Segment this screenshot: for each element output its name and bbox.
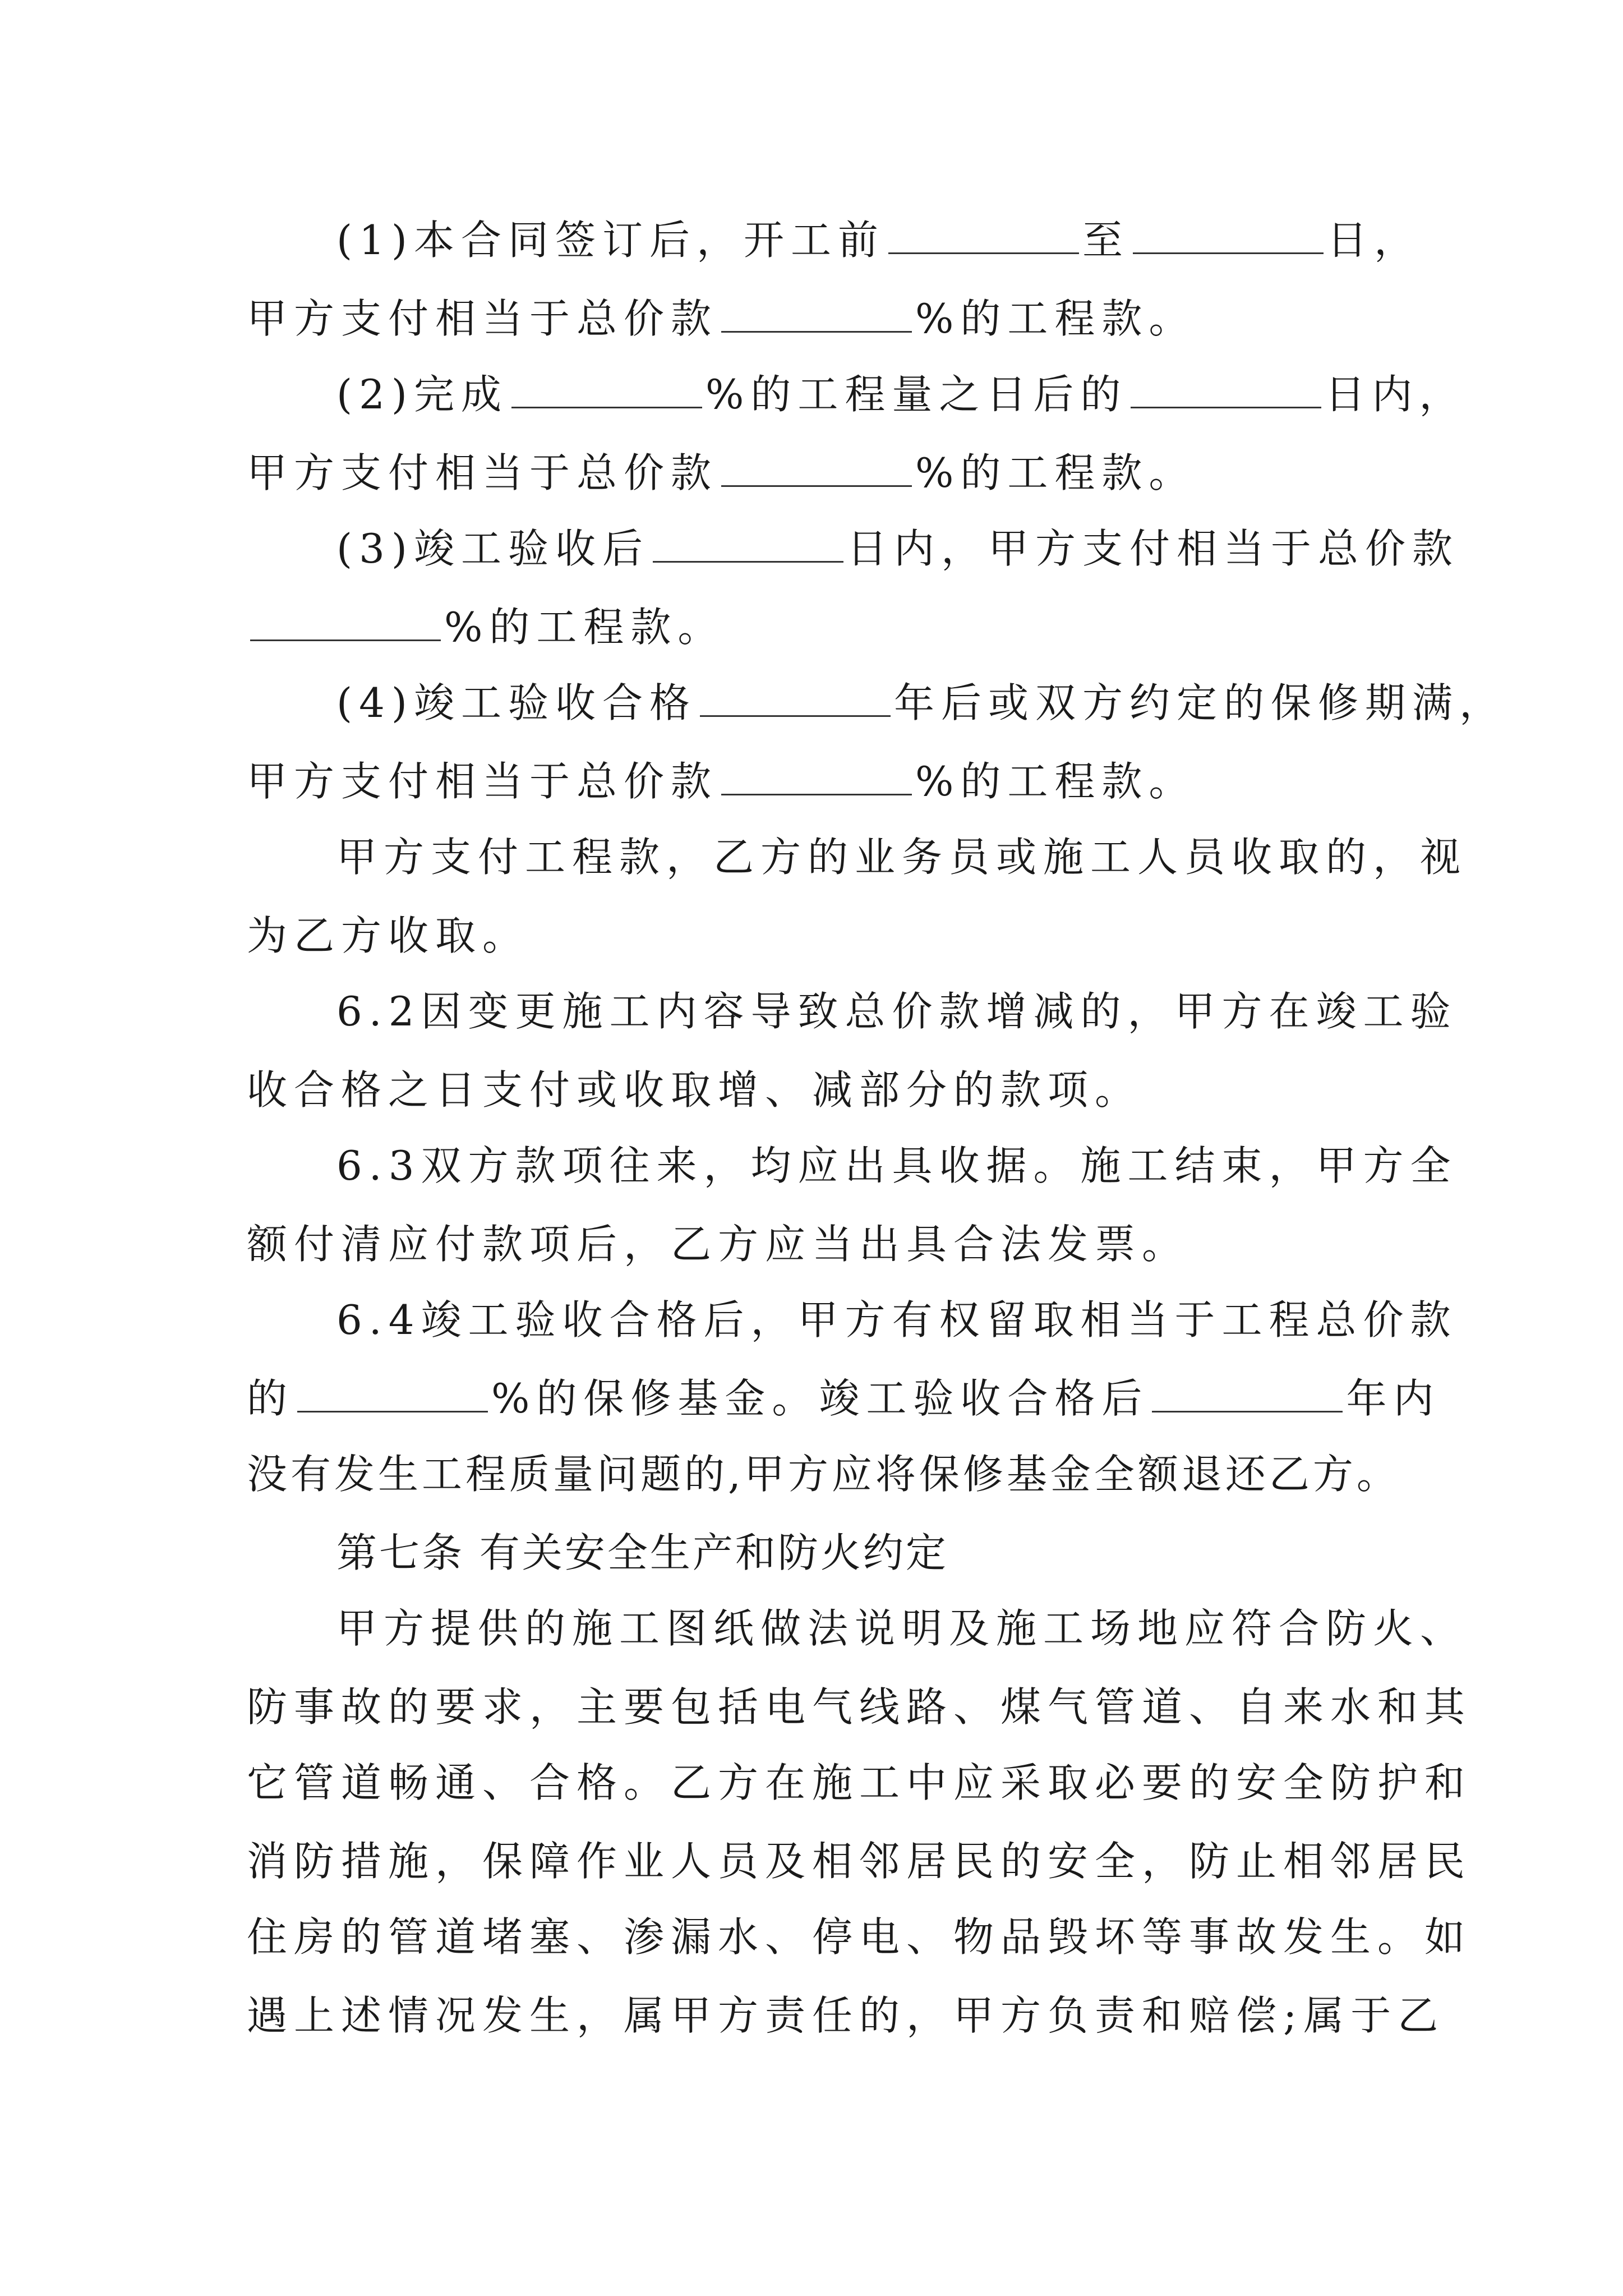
text-segment: 没有发生工程质量问题的,甲方应将保修基金全额退还乙方。 bbox=[247, 1451, 1400, 1498]
text-segment: %的工程款。 bbox=[915, 295, 1196, 342]
text-segment: 额付清应付款项后，乙方应当出具合法发票。 bbox=[247, 1221, 1189, 1268]
text-segment: %的保修基金。竣工验收合格后 bbox=[491, 1375, 1149, 1422]
fill-in-blank[interactable] bbox=[721, 452, 912, 487]
fill-in-blank[interactable] bbox=[1131, 373, 1321, 408]
fill-in-blank[interactable] bbox=[700, 682, 891, 717]
text-segment: 的 bbox=[247, 1375, 294, 1422]
fill-in-blank[interactable] bbox=[1152, 1377, 1343, 1412]
text-segment: %的工程款。 bbox=[915, 449, 1196, 496]
fill-in-blank[interactable] bbox=[250, 606, 441, 641]
text-segment: 至 bbox=[1082, 217, 1130, 264]
paragraph-line bbox=[336, 830, 1486, 884]
text-segment: (4)竣工验收合格 bbox=[336, 679, 697, 726]
paragraph-line bbox=[247, 1680, 1472, 1734]
fill-in-blank[interactable] bbox=[721, 760, 912, 795]
text-segment: 住房的管道堵塞、渗漏水、停电、物品毁坏等事故发生。如 bbox=[247, 1913, 1472, 1961]
fill-in-blank[interactable] bbox=[511, 373, 702, 408]
text-segment: 它管道畅通、合格。乙方在施工中应采取必要的安全防护和 bbox=[247, 1759, 1472, 1806]
paragraph-line bbox=[247, 1447, 1400, 1501]
paragraph-line bbox=[247, 1217, 1396, 1271]
text-segment: 甲方支付相当于总价款 bbox=[247, 295, 718, 342]
paragraph-line bbox=[247, 754, 1396, 808]
text-segment: 第七条 有关安全生产和防火约定 bbox=[336, 1529, 948, 1576]
paragraph-line bbox=[336, 1139, 1486, 1193]
text-segment: 防事故的要求，主要包括电气线路、煤气管道、自来水和其 bbox=[247, 1683, 1472, 1731]
paragraph-line bbox=[247, 1989, 1445, 2042]
text-segment: 日内， bbox=[1325, 371, 1467, 418]
text-segment: 甲方支付相当于总价款 bbox=[247, 449, 718, 496]
text-segment: (3)竣工验收后 bbox=[336, 525, 649, 572]
fill-in-blank[interactable] bbox=[721, 297, 912, 333]
paragraph-line bbox=[247, 1063, 1396, 1117]
section-heading bbox=[336, 1526, 1486, 1580]
text-segment: 年内 bbox=[1346, 1375, 1441, 1422]
paragraph-line bbox=[247, 600, 1396, 654]
paragraph-line bbox=[247, 292, 1396, 346]
paragraph-line bbox=[336, 213, 1486, 267]
text-segment: 遇上述情况发生，属甲方责任的，甲方负责和赔偿;属于乙 bbox=[247, 1992, 1445, 2039]
text-segment: 6.4竣工验收合格后，甲方有权留取相当于工程总价款 bbox=[336, 1296, 1458, 1343]
fill-in-blank[interactable] bbox=[1133, 219, 1324, 254]
paragraph-line bbox=[247, 909, 1396, 963]
text-segment: 年后或双方约定的保修期满， bbox=[894, 679, 1507, 726]
paragraph-line bbox=[336, 676, 1507, 730]
paragraph-line bbox=[336, 1602, 1486, 1655]
fill-in-blank[interactable] bbox=[888, 219, 1079, 254]
text-segment: (2)完成 bbox=[336, 371, 508, 418]
text-segment: (1)本合同签订后，开工前 bbox=[336, 217, 885, 264]
text-segment: 甲方提供的施工图纸做法说明及施工场地应符合防火、 bbox=[336, 1605, 1468, 1652]
paragraph-line bbox=[247, 1372, 1441, 1425]
paragraph-line bbox=[247, 1834, 1472, 1888]
text-segment: %的工程款。 bbox=[444, 604, 725, 651]
text-segment: 收合格之日支付或收取增、减部分的款项。 bbox=[247, 1066, 1142, 1114]
paragraph-line bbox=[247, 1910, 1472, 1964]
paragraph-line bbox=[336, 367, 1486, 421]
text-segment: 消防措施，保障作业人员及相邻居民的安全，防止相邻居民 bbox=[247, 1838, 1472, 1885]
paragraph-line bbox=[336, 984, 1486, 1038]
text-segment: 6.3双方款项往来，均应出具收据。施工结束，甲方全 bbox=[336, 1142, 1458, 1189]
text-segment: 日， bbox=[1327, 217, 1422, 264]
paragraph-line bbox=[336, 1293, 1486, 1347]
text-segment: %的工程量之日后的 bbox=[706, 371, 1128, 418]
text-segment: 甲方支付相当于总价款 bbox=[247, 758, 718, 805]
paragraph-line bbox=[336, 522, 1486, 576]
fill-in-blank[interactable] bbox=[297, 1377, 488, 1412]
text-segment: 日内，甲方支付相当于总价款 bbox=[847, 525, 1460, 572]
text-segment: 甲方支付工程款，乙方的业务员或施工人员收取的，视 bbox=[336, 834, 1468, 881]
paragraph-line bbox=[247, 1756, 1472, 1810]
paragraph-line bbox=[247, 446, 1396, 500]
text-segment: 6.2因变更施工内容导致总价款增减的，甲方在竣工验 bbox=[336, 988, 1458, 1035]
fill-in-blank[interactable] bbox=[653, 527, 843, 563]
text-segment: 为乙方收取。 bbox=[247, 912, 530, 959]
text-segment: %的工程款。 bbox=[915, 758, 1196, 805]
